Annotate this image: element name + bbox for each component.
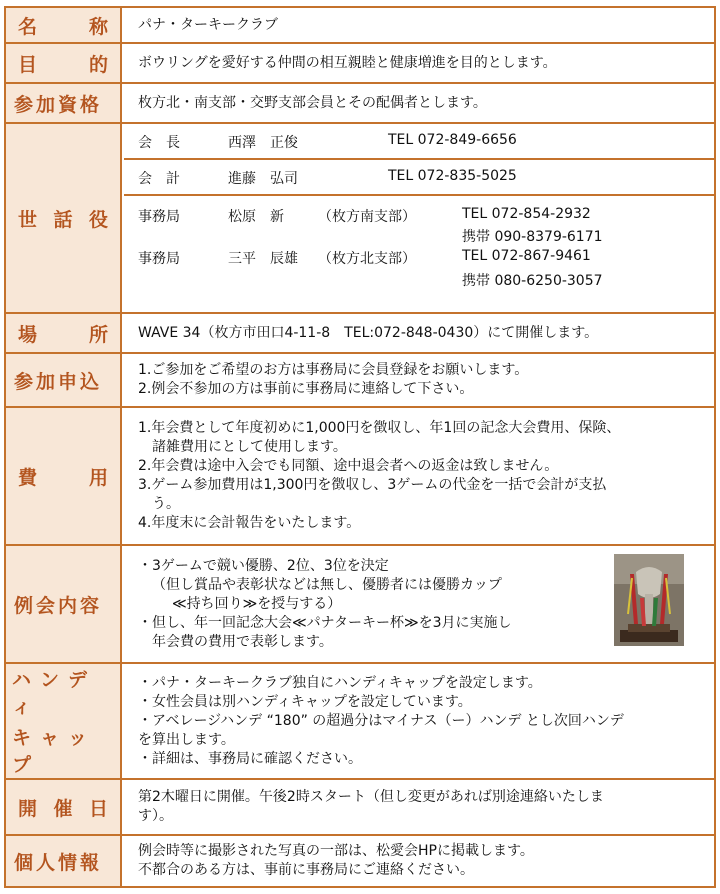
row-officers: [6, 122, 714, 312]
label-handicap-line2: キャップ: [12, 727, 97, 776]
officer-president: 会 長 西澤 正俊 TEL 072-849-6656: [138, 132, 517, 151]
label-application: 参加申込: [6, 354, 122, 406]
label-handicap: [6, 664, 122, 778]
row-name: [6, 8, 714, 42]
schedule-text: 第2木曜日に開催。午後2時スタート（但し変更があれば別途連絡いたしま す）。: [138, 789, 604, 824]
officer-treasurer: 会 計 進藤 弘司 TEL 072-835-5025: [124, 158, 714, 194]
label-privacy: 個人情報: [6, 836, 122, 886]
row-meeting: [6, 544, 714, 662]
row-venue: [6, 312, 714, 352]
club-name: パナ・ターキークラブ: [138, 16, 278, 33]
label-eligibility: 参加資格: [6, 84, 122, 122]
fees-text: 1.年会費として年度初めに1,000円を徴収し、年1回の記念大会費用、保険、 諸雑費用にとして使用します。 2.年会費は途中入会でも同額、途中退会者への返金は致しません。 3.ゲーム参加費用は1,300円を徴収し、3ゲームの代金を一括で会計が支払 う。 4.年度末に会計報告をいたします。: [138, 420, 621, 531]
label-venue: 場 所: [6, 314, 122, 352]
row-schedule: [6, 778, 714, 834]
row-purpose: [6, 42, 714, 82]
eligibility-text: 枚方北・南支部・交野支部会員とその配偶者とします。: [138, 94, 487, 111]
row-eligibility: [6, 82, 714, 122]
info-table: [4, 6, 716, 888]
row-fees: [6, 406, 714, 544]
label-handicap-line1: ハンディ: [12, 669, 97, 718]
purpose-text: ボウリングを愛好する仲間の相互親睦と健康増進を目的とします。: [138, 54, 557, 71]
venue-text: WAVE 34（枚方市田口4-11-8 TEL:072-848-0430）にて開催します。: [138, 324, 599, 341]
label-fees: 費 用: [6, 408, 122, 544]
row-handicap: [6, 662, 714, 778]
privacy-text: 例会時等に撮影された写真の一部は、松愛会HPに掲載します。 不都合のある方は、事前に事務局にご連絡ください。: [138, 843, 534, 878]
officer-secretaries: 事務局 松原 新 （枚方南支部） TEL 072-854-2932 携帯 090-8379-6171 事務局 三平 辰雄 （枚方北支部） TEL 072-867-9461 携帯 080-6250-3057: [124, 194, 714, 312]
label-name: 名 称: [6, 8, 122, 42]
label-officers: 世 話 役: [6, 124, 122, 312]
meeting-text: ・3ゲームで競い優勝、2位、3位を決定 （但し賞品や表彰状などは無し、優勝者には優勝カップ ≪持ち回り≫を授与する） ・但し、年一回記念大会≪パナターキー杯≫を3月に実施し 年会費の費用で表彰します。: [138, 557, 512, 650]
label-schedule: 開 催 日: [6, 780, 122, 834]
row-application: [6, 352, 714, 406]
application-text: 1.ご参加をご希望のお方は事務局に会員登録をお願いします。 2.例会不参加の方は事前に事務局に連絡して下さい。: [138, 362, 529, 397]
label-meeting: 例会内容: [6, 546, 122, 662]
row-privacy: [6, 834, 714, 886]
handicap-text: ・パナ・ターキークラブ独自にハンディキャップを設定します。 ・女性会員は別ハンディキャップを設定しています。 ・アベレージハンデ “180” の超過分はマイナス（ー）ハンデ とし次回ハンデ を算出します。 ・詳細は、事務局に確認ください。: [138, 674, 624, 767]
trophy-photo: [614, 554, 684, 646]
label-purpose: 目 的: [6, 44, 122, 82]
